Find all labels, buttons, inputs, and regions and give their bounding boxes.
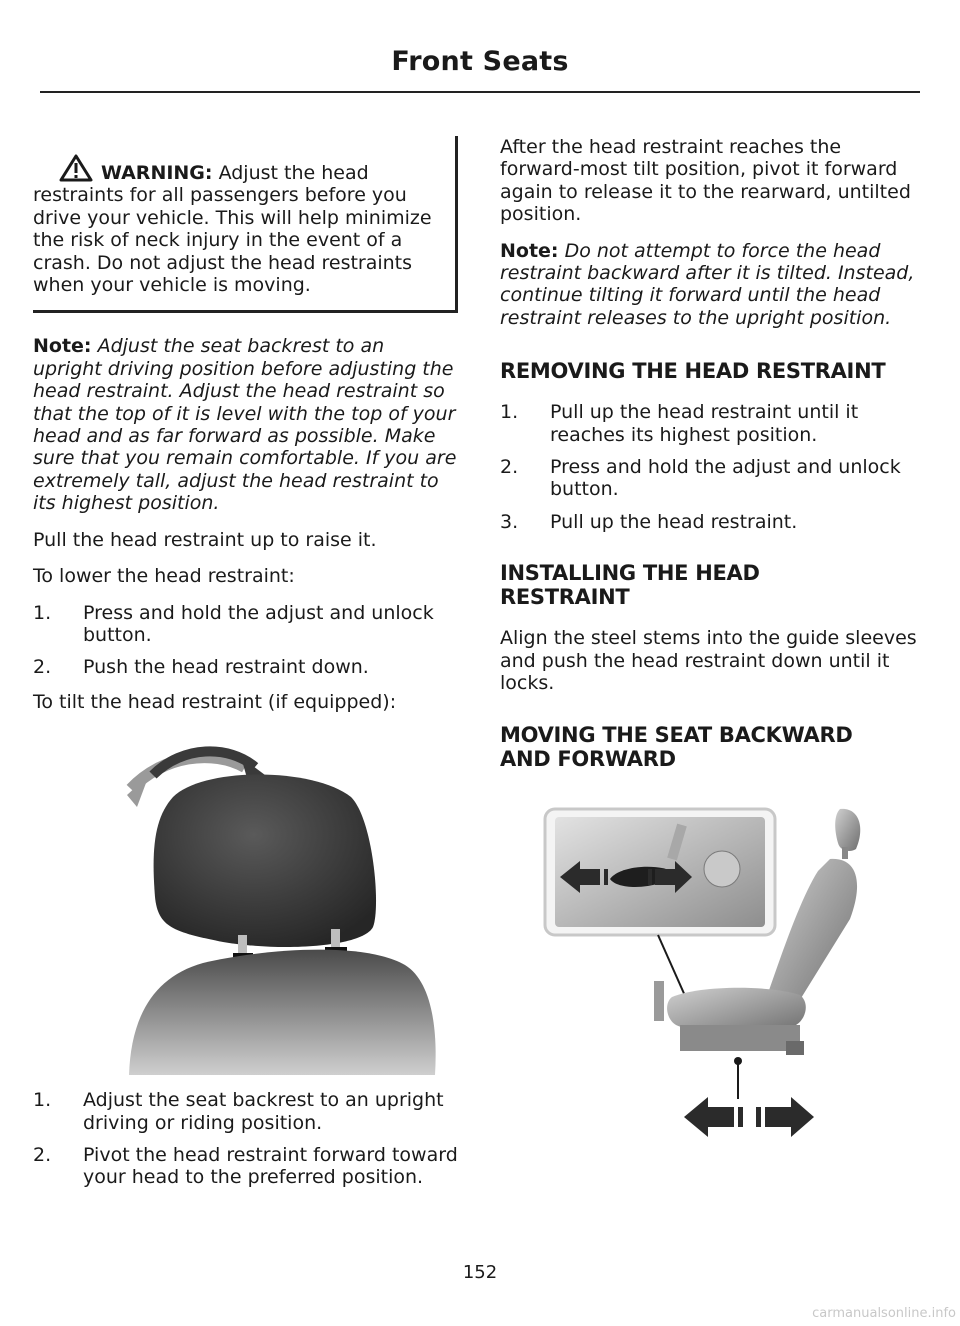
note-label: Note:	[33, 335, 92, 358]
headrest-tilt-figure	[33, 727, 458, 1075]
lower-intro: To lower the head restraint:	[33, 565, 295, 588]
list-item: 2. Push the head restraint down.	[33, 656, 369, 679]
raise-instruction: Pull the head restraint up to raise it.	[33, 528, 377, 551]
warning-label: WARNING:	[101, 162, 213, 184]
note-label: Note:	[500, 239, 559, 262]
note-text: Do not attempt to force the head restraint backward after it is tilted. Instead, continue tilting it forward until the head restraint releases to the upright position.	[500, 239, 915, 329]
lower-steps-list	[33, 602, 458, 679]
warning-box	[33, 136, 458, 313]
warning-triangle-icon	[59, 154, 93, 182]
heading-installing-head-restraint: INSTALLING THE HEAD RESTRAINT	[500, 561, 760, 610]
seat-adjust-figure	[500, 789, 920, 1149]
note-text: Adjust the seat backrest to an upright driving position before adjusting the head restraint. Adjust the head restraint so that the top of it is level with the top of your head and as far forward as possible. Make sure that you remain comfortable. If you are extremely tall, adjust the head restraint to its highest position.	[33, 335, 457, 515]
left-column	[33, 136, 458, 1201]
note-do-not-force	[500, 240, 920, 330]
installing-paragraph: Align the steel stems into the guide sleeves and push the head restraint down until it locks.	[500, 627, 917, 695]
headrest-illustration	[33, 727, 458, 1075]
list-item: 3. Pull up the head restraint.	[500, 510, 798, 533]
warning-text: Adjust the head restraints for all passengers before you drive your vehicle. This will help minimize the risk of neck injury in the event of a crash. Do not adjust the head restraints when your vehicle is moving.	[33, 162, 432, 297]
tilt-intro: To tilt the head restraint (if equipped):	[33, 690, 397, 713]
after-tilt-paragraph: After the head restraint reaches the forward-most tilt position, pivot it forward again to release it to the rearward, untilted position.	[500, 136, 911, 226]
seat-illustration	[500, 789, 920, 1149]
heading-moving-seat: MOVING THE SEAT BACKWARD AND FORWARD	[500, 722, 853, 771]
tilt-steps-list	[33, 1089, 458, 1189]
list-item: 1. Press and hold the adjust and unlock button.	[33, 601, 434, 646]
list-item: 2. Press and hold the adjust and unlock button.	[500, 456, 901, 501]
heading-removing-head-restraint: REMOVING THE HEAD RESTRAINT	[500, 359, 886, 384]
right-column	[500, 136, 920, 1149]
page-header-title: Front Seats	[391, 46, 569, 77]
note-adjust-backrest	[33, 335, 458, 514]
list-item: 1. Adjust the seat backrest to an upright driving or riding position.	[33, 1089, 444, 1134]
list-item: 1. Pull up the head restraint until it reaches its highest position.	[500, 401, 859, 446]
watermark: carmanualsonline.info	[812, 1306, 956, 1321]
removing-steps-list	[500, 401, 920, 533]
page-number: 152	[462, 1262, 498, 1283]
header-divider	[40, 91, 920, 93]
warning-paragraph	[33, 154, 447, 296]
list-item: 2. Pivot the head restraint forward toward your head to the preferred position.	[33, 1143, 458, 1189]
